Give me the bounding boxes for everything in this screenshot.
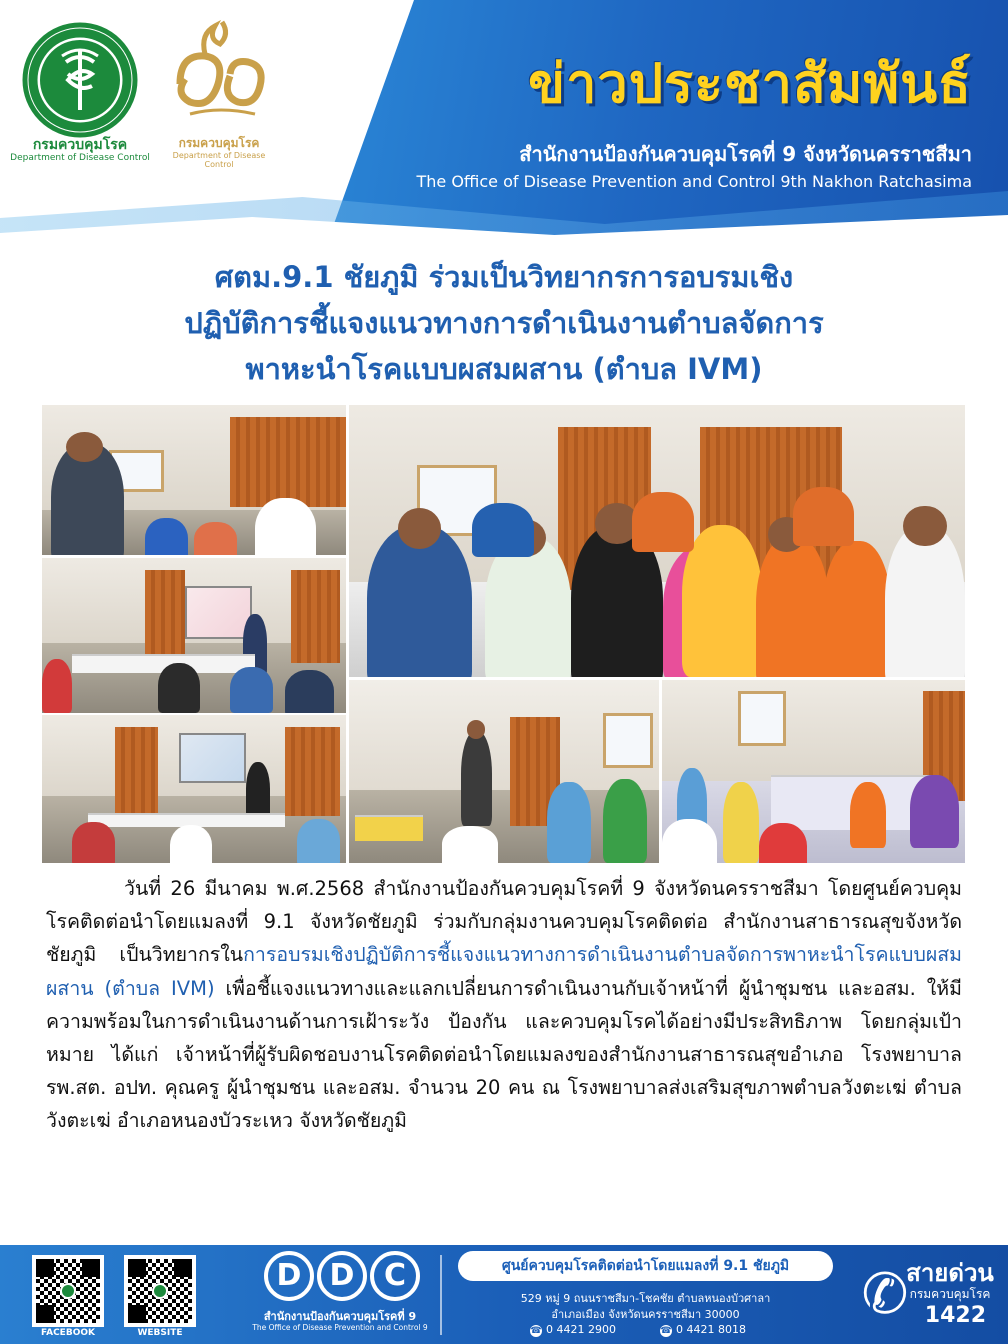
sixty-years-logo-label: กรมควบคุมโรค xyxy=(178,136,260,150)
footer-bar xyxy=(0,1245,1008,1344)
headline-line-2: ปฏิบัติการชี้แจงแนวทางการดำเนินงานตำบลจัดการ xyxy=(184,306,824,340)
office-name-english: The Office of Disease Prevention and Control 9th Nakhon Ratchasima xyxy=(416,172,972,191)
hotline-number[interactable]: 1422 xyxy=(924,1303,986,1328)
hotline-phone-icon: ✆ xyxy=(861,1262,909,1327)
sixty-years-logo-sublabel: Department of Disease Control xyxy=(172,151,266,169)
ddc-office-english: The Office of Disease Prevention and Control 9 xyxy=(252,1323,428,1332)
facebook-qr-label: FACEBOOK xyxy=(41,1328,95,1338)
qr-logo-icon xyxy=(60,1283,76,1299)
website-qr-label: WEBSITE xyxy=(137,1328,183,1338)
website-qr-code[interactable] xyxy=(124,1255,196,1327)
fax-icon: ☎ xyxy=(660,1326,672,1336)
sixty-years-logo-icon xyxy=(160,14,278,132)
moph-logo-sublabel: Department of Disease Control xyxy=(10,153,150,163)
ddc-logo xyxy=(262,1251,422,1311)
address-line-1: 529 หมู่ 9 ถนนราชสีมา-โชคชัย ตำบลหนองบัวศาลา xyxy=(520,1292,771,1305)
moph-logo-label: กรมควบคุมโรค xyxy=(32,137,128,153)
headline-line-3: พาหะนำโรคแบบผสมผสาน (ตำบล IVM) xyxy=(245,352,763,386)
hotline-title: สายด่วน xyxy=(906,1259,994,1287)
address-line-2: อำเภอเมือง จังหวัดนครราชสีมา 30000 xyxy=(551,1308,740,1321)
headline-line-1: ศตม.9.1 ชัยภูมิ ร่วมเป็นวิทยากรการอบรมเชิง xyxy=(214,260,794,294)
qr-pattern xyxy=(36,1259,100,1323)
ddc-letter-d1: D xyxy=(264,1251,314,1301)
phone-icon: ☎ xyxy=(530,1326,542,1336)
moph-logo-icon xyxy=(22,22,138,138)
body-text-part-2: เพื่อชี้แจงแนวทางและแลกเปลี่ยนการดำเนินงานกับเจ้าหน้าที่ ผู้นำชุมชน และอสม. ให้มีความพร้อมในการดำเนินงานด้านการเฝ้าระวัง ป้องกัน และควบคุมโรคได้อย่างมีประสิทธิภาพ โดยกลุ่มเป้าหมาย ได้แก่ เจ้าหน้าที่ผู้รับผิดชอบงานโรคติดต่อนำโดยแมลงของสำนักงานสาธารณสุขอำเภอ โรงพยาบาล รพ.สต. อปท. คุณครู ผู้นำชุมชน และอสม. จำนวน 20 คน ณ โรงพยาบาลส่งเสริมสุขภาพตำบลวังตะเฆ่ ตำบลวังตะเฆ่ อำเภอหนองบัวระเหว จังหวัดชัยภูมิ xyxy=(46,976,962,1133)
body-text-highlight: การอบรมเชิงปฏิบัติการชี้แจงแนวทางการดำเนินงานตำบลจัดการพาหะนำโรคแบบผสมผสาน (ตำบล IVM) xyxy=(46,943,962,1000)
body-text-part-1: วันที่ 26 มีนาคม พ.ศ.2568 สำนักงานป้องกันควบคุมโรคที่ 9 จังหวัดนครราชสีมา โดยศูนย์ควบคุมโรคติดต่อนำโดยแมลงที่ 9.1 จังหวัดชัยภูมิ ร่วมกับกลุ่มงานควบคุมโรคติดต่อ สำนักงานสาธารณสุขจังหวัดชัยภูมิ เป็นวิทยากรใน xyxy=(46,877,962,967)
phone-1[interactable] xyxy=(530,1323,616,1337)
qr-logo-icon xyxy=(152,1283,168,1299)
photo-presentation-screen xyxy=(42,558,346,713)
phone-2[interactable] xyxy=(660,1323,746,1337)
photo-speaker-microphone xyxy=(42,405,346,555)
page-title: ข่าวประชาสัมพันธ์ xyxy=(528,52,972,115)
ddc-office-thai: สำนักงานป้องกันควบคุมโรคที่ 9 xyxy=(263,1310,417,1323)
photo-group-fist-pump xyxy=(349,405,965,677)
photo-speaker-room xyxy=(349,680,659,863)
center-name-badge: ศูนย์ควบคุมโรคติดต่อนำโดยแมลงที่ 9.1 ชัยภูมิ xyxy=(458,1251,833,1281)
ddc-letter-c: C xyxy=(370,1251,420,1301)
facebook-qr-code[interactable] xyxy=(32,1255,104,1327)
footer-divider xyxy=(440,1255,442,1335)
news-body xyxy=(46,872,962,1138)
header-banner xyxy=(0,0,1008,235)
photo-classroom-participants xyxy=(42,715,346,863)
ddc-letter-d2: D xyxy=(317,1251,367,1301)
hotline-org: กรมควบคุมโรค xyxy=(909,1287,991,1301)
office-name-thai: สำนักงานป้องกันควบคุมโรคที่ 9 จังหวัดนครราชสีมา xyxy=(519,142,972,166)
photo-seated-participants xyxy=(662,680,965,863)
news-headline xyxy=(40,254,968,392)
phone-2-number: 0 4421 8018 xyxy=(676,1323,746,1336)
phone-1-number: 0 4421 2900 xyxy=(546,1323,616,1336)
qr-pattern xyxy=(128,1259,192,1323)
